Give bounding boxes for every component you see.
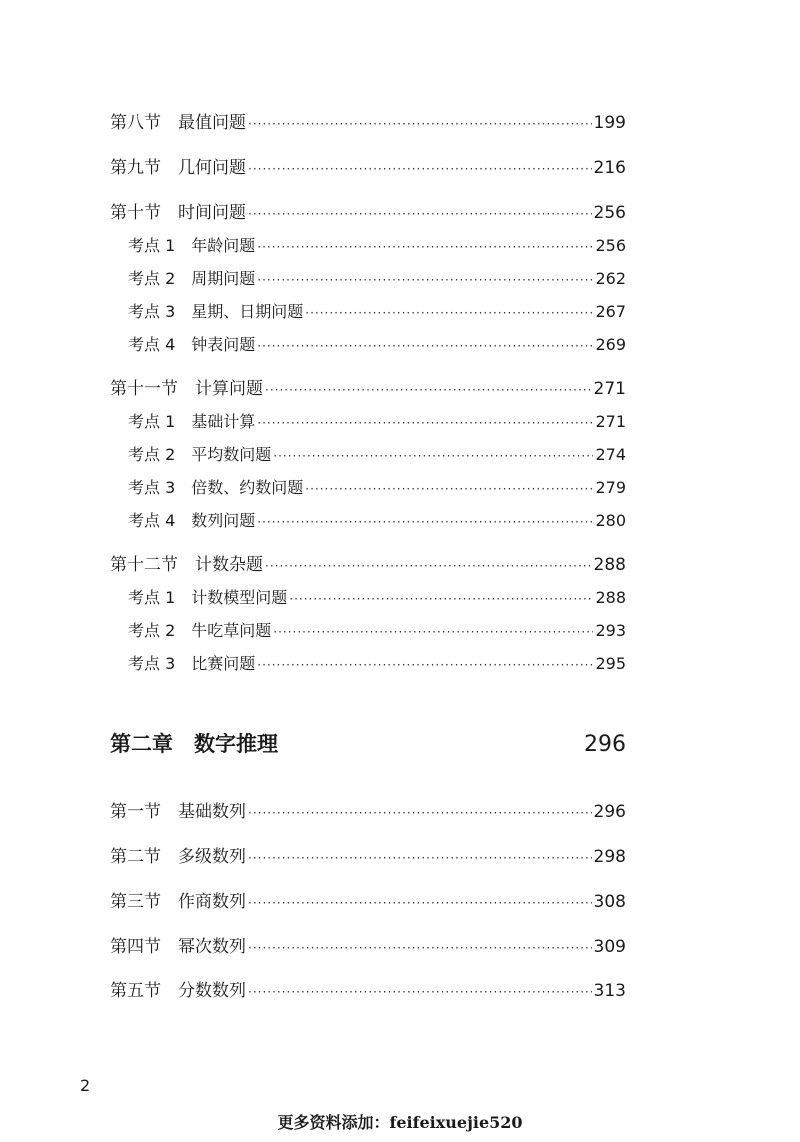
dot-leader [248,162,592,176]
toc-entry-label: 考点 2 平均数问题 [128,445,272,464]
toc-entry-label: 第四节 幂次数列 [110,937,246,957]
toc-subentry[interactable] [128,651,626,677]
toc-subentry[interactable] [128,508,626,534]
toc-entry-page: 313 [593,981,626,1001]
toc-entry-label: 第十一节 计算问题 [110,379,263,399]
toc-entry-label: 考点 2 牛吃草问题 [128,621,272,640]
chapter-title: 第二章 数字推理 [110,732,278,756]
toc-entry-page: 256 [595,236,626,255]
toc-entry-page: 288 [593,555,626,575]
dot-leader [305,482,593,496]
toc-entry-label: 考点 2 周期问题 [128,269,256,288]
toc-subentry[interactable] [128,475,626,501]
toc-entry[interactable] [110,887,626,913]
toc-entry[interactable] [110,550,626,576]
dot-leader [257,240,593,254]
dot-leader [257,416,593,430]
dot-leader [248,896,592,910]
dot-leader [248,941,592,955]
chapter-heading[interactable] [110,728,626,758]
dot-leader [257,515,593,529]
dot-leader [248,117,592,131]
toc-entry[interactable] [110,374,626,400]
toc-entry-page: 256 [593,203,626,223]
toc-entry[interactable] [110,842,626,868]
toc-subentry[interactable] [128,585,626,611]
toc-entry-page: 199 [593,113,626,133]
chapter-page: 296 [584,732,626,757]
toc-entry-label: 考点 4 数列问题 [128,511,256,530]
dot-leader [248,207,592,221]
dot-leader [257,339,593,353]
toc-entry[interactable] [110,976,626,1002]
dot-leader [248,806,592,820]
toc-entry-page: 267 [595,302,626,321]
toc-subentry[interactable] [128,409,626,435]
toc-entry[interactable] [110,932,626,958]
toc-entry-label: 考点 3 倍数、约数问题 [128,478,304,497]
toc-entry-page: 216 [593,158,626,178]
toc-entry[interactable] [110,797,626,823]
toc-entry[interactable] [110,108,626,134]
dot-leader [273,625,593,639]
toc-entry-label: 第三节 作商数列 [110,892,246,912]
toc-subentry[interactable] [128,266,626,292]
toc-entry-label: 考点 1 年龄问题 [128,236,256,255]
toc-entry-page: 271 [595,412,626,431]
toc-entry-page: 309 [593,937,626,957]
toc-entry-label: 第九节 几何问题 [110,158,246,178]
dot-leader [265,559,592,573]
dot-leader [248,985,592,999]
toc-entry[interactable] [110,153,626,179]
toc-entry-page: 308 [593,892,626,912]
toc-entry-label: 考点 1 计数模型问题 [128,588,288,607]
toc-subentry[interactable] [128,618,626,644]
dot-leader [273,449,593,463]
toc-entry-page: 296 [593,802,626,822]
dot-leader [265,383,592,397]
toc-entry-page: 279 [595,478,626,497]
toc-subentry[interactable] [128,332,626,358]
toc-entry-page: 280 [595,511,626,530]
dot-leader [257,273,593,287]
toc-entry-page: 298 [593,847,626,867]
dot-leader [305,306,593,320]
toc-entry-label: 考点 4 钟表问题 [128,335,256,354]
toc-entry-label: 第二节 多级数列 [110,847,246,867]
footer-note: 更多资料添加：feifeixuejie520 [277,1113,523,1132]
toc-subentry[interactable] [128,299,626,325]
toc-subentry[interactable] [128,233,626,259]
toc-entry-page: 293 [595,621,626,640]
toc-entry-label: 第十节 时间问题 [110,203,246,223]
toc-entry[interactable] [110,198,626,224]
toc-entry-label: 考点 3 比赛问题 [128,654,256,673]
toc-entry-label: 第一节 基础数列 [110,802,246,822]
toc-entry-page: 274 [595,445,626,464]
toc-entry-page: 271 [593,379,626,399]
toc-entry-label: 考点 1 基础计算 [128,412,256,431]
toc-entry-label: 考点 3 星期、日期问题 [128,302,304,321]
dot-leader [257,658,593,672]
toc-entry-page: 288 [595,588,626,607]
toc-entry-label: 第五节 分数数列 [110,981,246,1001]
dot-leader [289,592,593,606]
dot-leader [248,851,592,865]
toc-entry-page: 295 [595,654,626,673]
toc-subentry[interactable] [128,442,626,468]
toc-entry-label: 第八节 最值问题 [110,113,246,133]
toc-entry-page: 269 [595,335,626,354]
toc-entry-page: 262 [595,269,626,288]
page-number: 2 [80,1076,91,1095]
toc-entry-label: 第十二节 计数杂题 [110,555,263,575]
